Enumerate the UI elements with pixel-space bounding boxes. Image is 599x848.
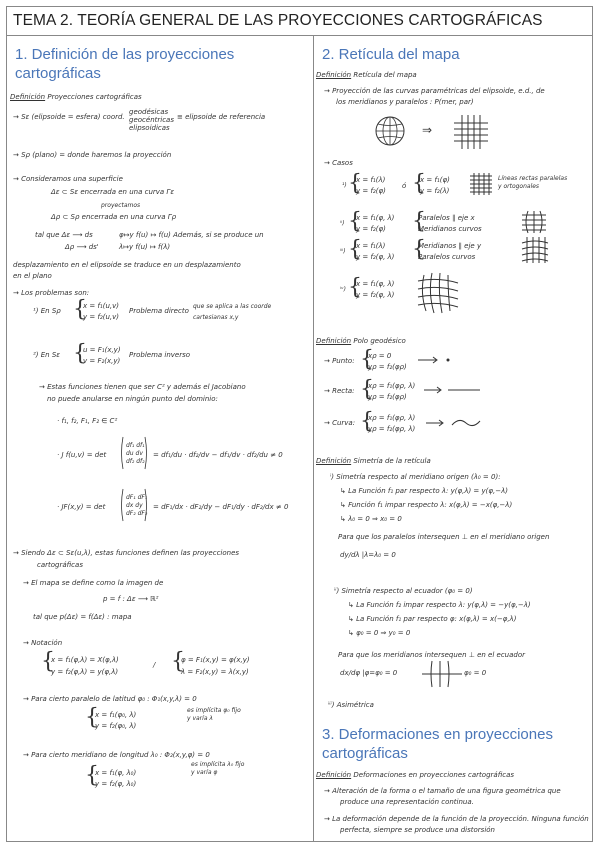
bullet-jacobian-f: · J f(u,v) = det xyxy=(57,451,107,459)
brace: { xyxy=(73,297,87,322)
talque-a: φ↦y f(u) ↦ f(u) Además, si se produce un xyxy=(119,231,264,239)
se-options xyxy=(129,108,174,132)
eq-line: x = f₁(φ) xyxy=(420,176,450,184)
eq-line: y = f₂(φ,λ) = y(φ,λ) xyxy=(51,668,119,676)
paralelo-sys xyxy=(95,710,136,732)
section-1-heading: 1. Definición de las proyecciones cartográficas xyxy=(15,46,235,82)
p2-label: ²) En Sε xyxy=(33,351,61,359)
note-line: Meridianos ∥ eje y xyxy=(418,242,482,250)
brace: { xyxy=(360,347,374,372)
definition-text: Retícula del mapa xyxy=(353,71,417,79)
se-option: geodésicas xyxy=(129,108,169,116)
eq-jacobian-F: = dF₁/dx · dF₂/dy − dF₁/dy · dF₂/dx ≠ 0 xyxy=(153,503,289,511)
reticula-2: los meridianos y paralelos : P(mer, par) xyxy=(336,98,474,106)
eq-line: φ = F₁(x,y) = φ(x,y) xyxy=(181,656,250,664)
point-example-icon xyxy=(418,355,458,365)
delta-e: Δε ⊂ Sε encerrada en una curva Γε xyxy=(51,188,175,196)
eq-line: y = f₂(φ, λ) xyxy=(356,291,395,299)
mapa-2: tal que p(Δε) = f(Δε) : mapa xyxy=(33,613,132,621)
matrix-f xyxy=(119,435,149,471)
eq-line: x = f₁(φ,λ) = X(φ,λ) xyxy=(51,656,119,664)
eq-line: x = f₁(u,v) xyxy=(83,302,119,310)
def-proyecciones xyxy=(10,93,142,102)
eq-line: y = f₂(u,v) xyxy=(83,313,119,321)
note-line: y ortogonales xyxy=(498,183,540,190)
simetria-1: ⁱ) Simetría respecto al meridiano origen (λ₀ = 0): xyxy=(330,473,501,481)
definition-label: Definición xyxy=(316,771,352,779)
grid-curved-both-icon xyxy=(418,273,458,313)
meridiano-sys xyxy=(95,768,136,790)
brace: { xyxy=(348,275,362,300)
caso-4: ⁱᵛ) xyxy=(340,286,346,293)
estas-2: no puede anularse en ningún punto del dominio: xyxy=(47,395,218,403)
notacion-sys-1 xyxy=(51,654,119,678)
delta-p: Δρ ⊂ Sρ encerrada en una curva Γρ xyxy=(51,213,177,221)
recta-sys xyxy=(368,381,415,403)
p2-system xyxy=(83,345,121,367)
deformacion-2: → La deformación depende de la función de la proyección. Ninguna función xyxy=(324,815,589,823)
desplazamiento-2: en el plano xyxy=(13,272,52,280)
matrix-F xyxy=(119,487,149,523)
caso-3: ⁱⁱⁱ) xyxy=(340,248,346,255)
se-line: → Sε (elipsoide = esfera) coord. xyxy=(13,113,125,121)
curva-sys xyxy=(368,413,415,435)
paralelo-note xyxy=(187,707,241,723)
note-line: es implícita φ₀ fijo xyxy=(187,707,241,714)
note-line: Meridianos curvos xyxy=(418,225,482,233)
brace: { xyxy=(171,649,185,674)
grid-icon xyxy=(454,115,488,149)
deformacion-1b: produce una representación continua. xyxy=(340,798,474,806)
eq-line: x = f₁(φ, λ) xyxy=(356,280,395,288)
se-option: elipsoidicas xyxy=(129,124,170,132)
eq-line: yρ = f₂(φρ) xyxy=(368,363,407,371)
eq-line: xρ = f₁(φρ, λ) xyxy=(368,414,416,422)
eq-line: x = f₁(φ, λ₀) xyxy=(95,769,137,777)
equator-meridians-icon xyxy=(422,661,462,687)
simetria-1-eq: dy/dλ |λ=λ₀ = 0 xyxy=(340,551,396,559)
svg-text:du dv: du dv xyxy=(126,450,143,457)
definition-text: Polo geodésico xyxy=(353,337,406,345)
simetria-2-tag: φ₀ = 0 xyxy=(464,669,487,677)
definition-label: Definición xyxy=(316,457,352,465)
p1-label: ¹) En Sρ xyxy=(33,307,61,315)
def-reticula xyxy=(316,71,417,80)
eq-line: x = f₁(λ) xyxy=(356,242,386,250)
brace: { xyxy=(360,409,374,434)
curva-label: → Curva: xyxy=(324,419,356,427)
notacion-sys-2 xyxy=(181,654,250,678)
brace: { xyxy=(360,377,374,402)
meridiano-note xyxy=(191,761,244,777)
caso-4-sys xyxy=(356,279,394,301)
simetria-1c: ↳ λ₀ = 0 ⇒ x₀ = 0 xyxy=(340,515,402,523)
simetria-2c: ↳ φ₀ = 0 ⇒ y₀ = 0 xyxy=(348,629,411,637)
deformacion-1: → Alteración de la forma o el tamaño de una figura geométrica que xyxy=(324,787,561,795)
svg-text:dx dy: dx dy xyxy=(126,502,143,509)
reticula-1: → Proyección de las curvas paramétricas del elipsoide, e.d., de xyxy=(324,87,545,95)
bullet-jacobian-F: · JF(x,y) = det xyxy=(57,503,106,511)
talque-2: Δρ ⟶ ds' xyxy=(65,243,99,251)
note-line: cartesianas x,y xyxy=(193,314,239,321)
bullet-c2: · f₁, f₂, F₁, F₂ ∈ C² xyxy=(57,417,118,425)
caso-1-note xyxy=(498,175,567,191)
eq-line: xρ = f₁(φρ, λ) xyxy=(368,382,416,390)
consideramos: → Consideramos una superficie xyxy=(13,175,123,183)
simetria-2d: Para que los meridianos intersequen ⊥ en el ecuador xyxy=(338,651,525,659)
problema-inverso: Problema inverso xyxy=(129,351,191,359)
punto-sys xyxy=(368,351,407,373)
eq-line: y = f₂(φ) xyxy=(356,225,386,233)
problemas: → Los problemas son: xyxy=(13,289,90,297)
caso-1-sys xyxy=(356,175,386,197)
se-option: geocéntricas xyxy=(129,116,174,124)
brace: { xyxy=(412,237,426,262)
mapa-eq: p = f : Δε ⟶ ℝ² xyxy=(103,595,159,603)
line-example-icon xyxy=(424,385,484,395)
note-line: Paralelos ∥ eje x xyxy=(418,214,475,222)
siendo-2: cartográficas xyxy=(37,561,83,569)
recta-label: → Recta: xyxy=(324,387,355,395)
brace: { xyxy=(348,171,362,196)
sp-line: → Sρ (plano) = donde haremos la proyección xyxy=(13,151,172,159)
definition-label: Definición xyxy=(316,337,352,345)
p1-note xyxy=(193,301,271,323)
brace: { xyxy=(85,763,99,788)
brace: { xyxy=(348,209,362,234)
eq-line: x = f₁(λ) xyxy=(356,176,386,184)
definition-text: Deformaciones en proyecciones cartográficas xyxy=(353,771,515,779)
casos: → Casos xyxy=(324,159,353,167)
simetria-1b: ↳ Función f₁ impar respecto λ: x(φ,λ) = −x(φ,−λ) xyxy=(340,501,513,509)
notes-page xyxy=(6,6,593,842)
notacion: → Notación xyxy=(23,639,63,647)
se-ref: ≡ elipsoide de referencia xyxy=(177,113,266,121)
def-simetria xyxy=(316,457,431,466)
problema-directo: Problema directo xyxy=(129,307,189,315)
simetria-3: ⁱⁱⁱ) Asimétrica xyxy=(328,701,374,709)
eq-line: y = f₂(φ₀, λ) xyxy=(95,722,137,730)
caso-2: ⁱⁱ) xyxy=(340,220,345,227)
deformacion-2b: perfecta, siempre se produce una distorsión xyxy=(340,826,495,834)
caso-3-note xyxy=(418,241,481,263)
simetria-1d: Para que los paralelos intersequen ⊥ en el meridiano origen xyxy=(338,533,550,541)
eq-line: y = f₂(λ) xyxy=(420,187,450,195)
caso-2-sys xyxy=(356,213,394,235)
section-2-heading: 2. Retícula del mapa xyxy=(322,46,460,63)
eq-line: xρ = 0 xyxy=(368,352,392,360)
brace: { xyxy=(412,171,426,196)
eq-line: yρ = f₂(φρ) xyxy=(368,393,407,401)
grid-curved-parallels-icon xyxy=(522,237,548,263)
arrow-implies: ⇒ xyxy=(422,123,433,137)
section-3-heading: 3. Deformaciones en proyecciones cartográficas xyxy=(322,726,553,762)
svg-text:df₁ df₁: df₁ df₁ xyxy=(126,442,145,449)
brace: { xyxy=(348,237,362,262)
eq-line: y = f₂(φ, λ₀) xyxy=(95,780,137,788)
caso-3-sys xyxy=(356,241,394,263)
grid-straight-icon xyxy=(470,173,492,195)
talque-b: λ↦y f(u) ↦ f(λ) xyxy=(119,243,171,251)
slash: / xyxy=(153,661,156,669)
brace: { xyxy=(412,209,426,234)
eq-line: x = f₁(φ₀, λ) xyxy=(95,711,137,719)
simetria-2a: ↳ La Función f₂ impar respecto λ: y(φ,λ) = −y(φ,−λ) xyxy=(348,601,531,609)
note-line: Paralelos curvos xyxy=(418,253,476,261)
eq-line: x = f₁(φ, λ) xyxy=(356,214,395,222)
note-line: y varía φ xyxy=(191,769,218,776)
curve-example-icon xyxy=(426,417,486,429)
eq-line: y = f₂(φ, λ) xyxy=(356,253,395,261)
eq-jacobian-f: = df₁/du · df₂/dv − df₁/dv · df₂/du ≠ 0 xyxy=(153,451,283,459)
proyectamos: proyectamos xyxy=(101,202,141,209)
talque-1: tal que Δε ⟶ ds xyxy=(35,231,93,239)
def-polo xyxy=(316,337,406,346)
meridiano: → Para cierto meridiano de longitud λ₀ : Φ₂(x,y,φ) = 0 xyxy=(23,751,210,759)
estas-1: → Estas funciones tienen que ser C² y además el Jacobiano xyxy=(39,383,246,391)
definition-text: Proyecciones cartográficas xyxy=(47,93,142,101)
punto-label: → Punto: xyxy=(324,357,355,365)
eq-line: u = F₁(x,y) xyxy=(83,346,121,354)
desplazamiento-1: desplazamiento en el elipsoide se traduce en un desplazamiento xyxy=(13,261,241,269)
caso-2-note xyxy=(418,213,482,235)
brace: { xyxy=(41,649,55,674)
eq-line: y = f₂(φ) xyxy=(356,187,386,195)
caso-1-or: ó xyxy=(402,182,407,190)
svg-text:dF₁ dF₁: dF₁ dF₁ xyxy=(126,494,148,501)
eq-line: v = F₂(x,y) xyxy=(83,357,121,365)
svg-text:df₂ df₂: df₂ df₂ xyxy=(126,458,145,465)
mapa-1: → El mapa se define como la imagen de xyxy=(23,579,164,587)
eq-line: yρ = f₂(φρ, λ) xyxy=(368,425,416,433)
globe-icon xyxy=(374,115,406,147)
siendo-1: → Siendo Δε ⊂ Sε(u,λ), estas funciones definen las proyecciones xyxy=(13,549,240,557)
paralelo: → Para cierto paralelo de latitud φ₀ : Φ₁(x,y,λ) = 0 xyxy=(23,695,197,703)
simetria-1a: ↳ La Función f₁ par respecto λ: y(φ,λ) = y(φ,−λ) xyxy=(340,487,508,495)
simetria-2: ⁱⁱ) Simetría respecto al ecuador (φ₀ = 0) xyxy=(334,587,473,595)
caso-1-sys2 xyxy=(420,175,450,197)
brace: { xyxy=(85,705,99,730)
p1-system xyxy=(83,301,119,323)
caso-1: ¹) xyxy=(342,182,347,189)
note-line: y varía λ xyxy=(187,715,213,722)
definition-text: Simetría de la retícula xyxy=(353,457,431,465)
svg-text:dF₂ dF₂: dF₂ dF₂ xyxy=(126,510,148,517)
def-deformaciones xyxy=(316,771,514,780)
grid-curved-meridians-icon xyxy=(522,211,546,233)
brace: { xyxy=(73,341,87,366)
definition-label: Definición xyxy=(10,93,46,101)
column-divider xyxy=(313,35,314,842)
definition-label: Definición xyxy=(316,71,352,79)
eq-line: λ = F₂(x,y) = λ(x,y) xyxy=(181,668,249,676)
simetria-2b: ↳ La Función f₁ par respecto φ: x(φ,λ) = x(−φ,λ) xyxy=(348,615,517,623)
note-line: es implícita λ₀ fijo xyxy=(191,761,245,768)
note-line: que se aplica a las coorde xyxy=(193,303,272,310)
note-line: Líneas rectas paralelas xyxy=(498,175,568,182)
simetria-2-eq: dx/dφ |φ=φ₀ = 0 xyxy=(340,669,398,677)
page-title: TEMA 2. TEORÍA GENERAL DE LAS PROYECCIONES CARTOGRÁFICAS xyxy=(7,7,592,36)
